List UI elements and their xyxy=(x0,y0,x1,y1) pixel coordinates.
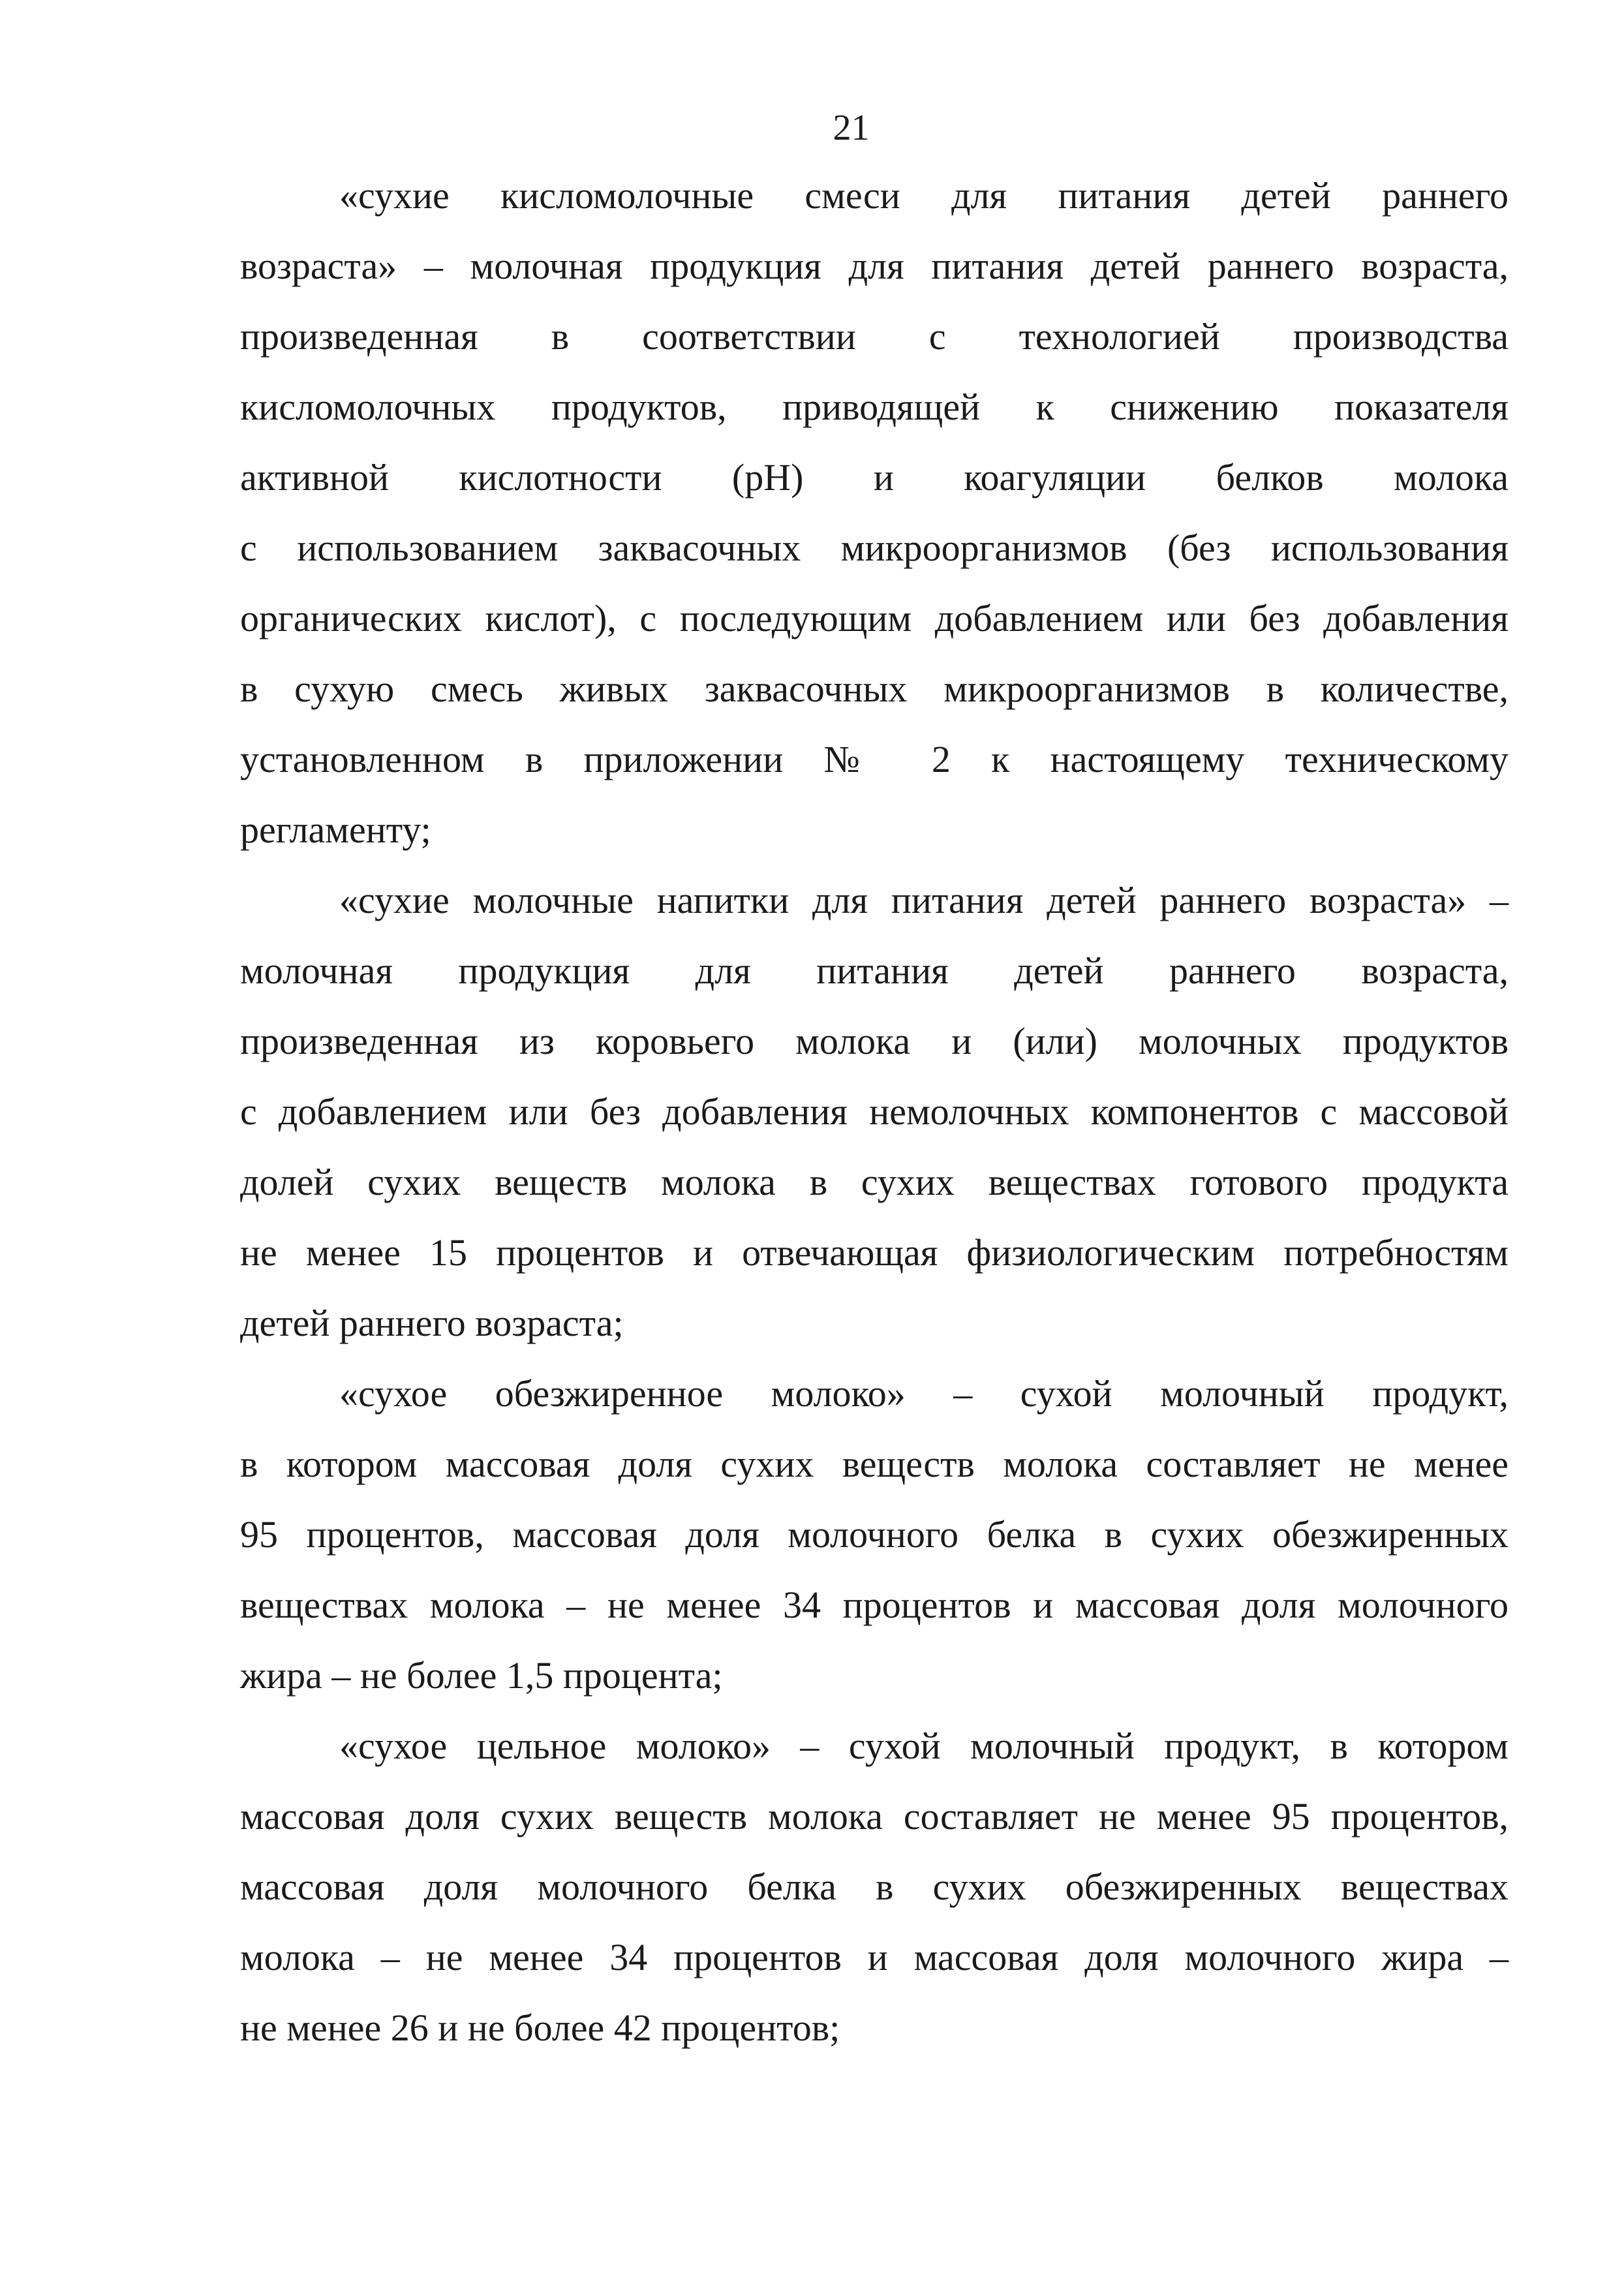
text-line: «сухие кисломолочные смеси для питания детей раннего xyxy=(339,174,1509,217)
text-line: молока – не менее 34 процентов и массовая доля молочного жира – xyxy=(240,1936,1509,1978)
text-line: органических кислот), с последующим добавлением или без добавления xyxy=(240,597,1509,639)
text-line: регламенту; xyxy=(240,808,431,851)
paragraph xyxy=(240,161,1509,865)
paragraph xyxy=(240,865,1509,1359)
text-line: не менее 15 процентов и отвечающая физиологическим потребностям xyxy=(240,1231,1509,1274)
text-line: кисломолочных продуктов, приводящей к снижению показателя xyxy=(240,386,1509,428)
text-line: 95 процентов, массовая доля молочного белка в сухих обезжиренных xyxy=(240,1513,1509,1556)
text-line: не менее 26 и не более 42 процентов; xyxy=(240,2007,840,2049)
document-body xyxy=(240,161,1509,2063)
text-line: произведенная из коровьего молока и (или) молочных продуктов xyxy=(240,1020,1509,1062)
text-line: в сухую смесь живых заквасочных микроорганизмов в количестве, xyxy=(240,668,1509,710)
text-line: жира – не более 1,5 процента; xyxy=(240,1654,723,1697)
text-line: массовая доля молочного белка в сухих обезжиренных веществах xyxy=(240,1866,1509,1908)
text-line: долей сухих веществ молока в сухих веществах готового продукта xyxy=(240,1161,1509,1203)
paragraph xyxy=(240,1359,1509,1711)
paragraph xyxy=(240,1711,1509,2063)
text-line: установленном в приложении № 2 к настоящему техническому xyxy=(240,738,1509,780)
text-line: детей раннего возраста; xyxy=(240,1302,624,1344)
text-line: «сухое обезжиренное молоко» – сухой молочный продукт, xyxy=(339,1372,1509,1415)
text-line: веществах молока – не менее 34 процентов и массовая доля молочного xyxy=(240,1584,1509,1626)
text-line: молочная продукция для питания детей раннего возраста, xyxy=(240,949,1509,992)
text-line: активной кислотности (рН) и коагуляции белков молока xyxy=(240,456,1509,499)
text-line: с добавлением или без добавления немолочных компонентов с массовой xyxy=(240,1090,1509,1133)
text-line: «сухие молочные напитки для питания детей раннего возраста» – xyxy=(339,879,1509,921)
text-line: возраста» – молочная продукция для питания детей раннего возраста, xyxy=(240,245,1509,287)
text-line: в котором массовая доля сухих веществ молока составляет не менее xyxy=(240,1443,1509,1485)
text-line: «сухое цельное молоко» – сухой молочный продукт, в котором xyxy=(339,1725,1509,1767)
page-number: 21 xyxy=(833,108,870,148)
text-line: массовая доля сухих веществ молока составляет не менее 95 процентов, xyxy=(240,1795,1509,1837)
text-line: произведенная в соответствии с технологией производства xyxy=(240,315,1509,358)
text-line: с использованием заквасочных микроорганизмов (без использования xyxy=(240,527,1509,569)
